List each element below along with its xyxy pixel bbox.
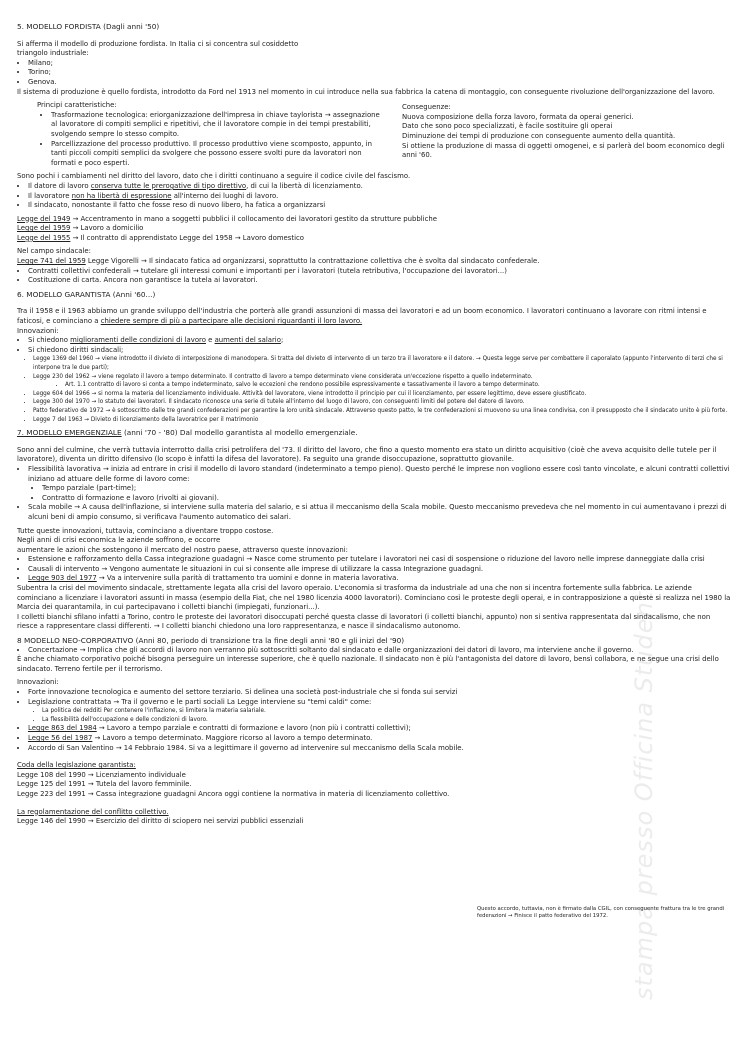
list-item: • Art. 1.1 contratto di lavoro si conta a tempo indeterminato, salvo le eccezioni che rendono possibile espressivamente e tassativamente il lavoro a tempo determinato. — [65, 381, 732, 390]
document — [17, 22, 732, 827]
s7-paragraph-2: Subentra la crisi del movimento sindacale, strettamente legata alla crisi del lavoro operaio. L'economia si trasforma da industriale ad una che non si incentra fortemente sulla fabbrica. Le aziende cominciano a licenziare i lavoratori assunti in massa (esempio della Fiat, che nel 1980 licenzia 4000 lavoratori). Cominciano così le proteste degli operai, e in contrapposizione a queste si realizza nel 1980 la Marcia dei quarantamila, in cui partecipavano i colletti bianchi (impiegati, funzionari...). — [17, 584, 731, 612]
list-item: • Parcellizzazione del processo produttivo. Il processo produttivo viene scomposto, appunto, in tanti piccoli compiti semplici da svolgere che possono essere svolti pure da lavoratori non formati e poco esperti. — [51, 140, 382, 169]
list-item: • Accordo di San Valentino → 14 Febbraio 1984. Si va a legittimare il governo ad intervenire sul meccanismo della Scala mobile. — [28, 744, 732, 754]
watermark: stampa presso Officina Studenti — [630, 583, 658, 1000]
s7-flex-sub — [28, 484, 732, 503]
list-item: • Legge 56 del 1987 → Lavoro a tempo determinato. Maggiore ricorso al lavoro a tempo determinato. — [28, 734, 732, 744]
coda-title: Coda della legislazione garantista: — [17, 761, 136, 770]
list-item: • Contratti collettivi confederali → tutelare gli interessi comuni e importanti per i lavoratori (tutela retributiva, l'occupazione dei lavoratori...) — [28, 267, 732, 277]
s6-asks — [17, 336, 732, 355]
list-item: • Contratto di formazione e lavoro (rivolti ai giovani). — [42, 494, 732, 504]
consequence-line: Nuova composizione della forza lavoro, formata da operai generici. — [402, 112, 634, 121]
list-item: • Scala mobile → A causa dell'inflazione, si interviene sulla materia del salario, e si attua il meccanismo della Scala mobile. Questo meccanismo prevedeva che nel momento in cui aumentavano i prezzi di alcuni beni di ampio consumo, si verificava l'aumento automatico dei salari. — [28, 503, 732, 522]
union-title: Nel campo sindacale: — [17, 247, 91, 256]
list-item: • La politica dei redditi Per contenere l'inflazione, si limitera la materia salariale. — [42, 707, 732, 716]
side-note: Questo accordo, tuttavia, non è firmato dalla CGIL, con conseguente frattura tra le tre grandi federazioni → Finisce il patto federativo del 1972. — [477, 906, 725, 920]
s8-innov-sub — [28, 707, 732, 724]
coda-line: Legge 223 del 1991 → Cassa integrazione guadagni Ancora oggi contiene la normativa in materia di licenziamento collettivo. — [17, 789, 450, 798]
union-law: Legge 741 del 1959 Legge Vigorelli → Il sindacato fatica ad organizzarsi, soprattutto la contrattazione collettiva che è svolta dal sindacato confederale. — [17, 257, 540, 266]
list-item: • Genova. — [28, 78, 732, 88]
s6-innovations-title: Innovazioni: — [17, 326, 59, 335]
list-item: • Si chiedono diritti sindacali; — [28, 346, 732, 356]
list-item: • Milano; — [28, 59, 732, 69]
list-item: • Forte innovazione tecnologica e aumento del settore terziario. Si delinea una società post-industriale che si fonda sui servizi — [28, 688, 732, 698]
conflict-title: La regolamentazione del conflitto collettivo. — [17, 807, 169, 816]
section-7-title: 7. MODELLO EMERGENZIALE (anni '70 - '80) Dal modello garantista al modello emergenziale. — [17, 428, 358, 438]
list-item: • Legge 7 del 1963 → Divieto di licenziamento della lavoratrice per il matrimonio — [33, 416, 732, 425]
principles-block — [17, 101, 382, 168]
consequence-line: Diminuzione dei tempi di produzione con conseguente aumento della quantità. — [402, 131, 676, 140]
list-item: • Si chiedono miglioramenti delle condizioni di lavoro e aumenti del salario; — [28, 336, 732, 346]
s5-columns — [17, 101, 732, 168]
list-item: • Legge 300 del 1970 → lo statuto dei lavoratori. Il sindacato riconosce una serie di tutele all'interno del luogo di lavoro, con conseguenti limiti del potere del datore di lavoro. — [33, 398, 732, 407]
list-item: • Estensione e rafforzamento della Cassa integrazione guadagni → Nasce come strumento per tutelare i lavoratori nei casi di sospensione o riduzione del lavoro nelle imprese danneggiate dalla crisi — [28, 555, 732, 565]
s6-paragraph: Tra il 1958 e il 1963 abbiamo un grande sviluppo dell'industria che porterà alle grandi assunzioni di massa dei lavoratori e ad un boom economico. I lavoratori continuano a lavorare con ritmi intensi e faticosi, e cominciano a chiedere sempre di più a partecipare alle decisioni riguardanti il loro lavoro. — [17, 307, 707, 326]
union-list — [17, 267, 732, 286]
s7-costly: Tutte queste innovazioni, tuttavia, cominciano a diventare troppo costose. — [17, 526, 274, 535]
list-item: • Costituzione di carta. Ancora non garantisce la tutela ai lavoratori. — [28, 276, 732, 286]
list-item: • Legge 230 del 1962 → viene regolato il lavoro a tempo determinato. Il contratto di lavoro a tempo determinato viene considerata un'eccezione rispetto a quello indeterminato. — [33, 373, 732, 382]
consequence-line: Si ottiene la produzione di massa di oggetti omogenei, e si parlerà del boom economico degli anni '60. — [402, 141, 725, 160]
list-item: • Il datore di lavoro conserva tutte le prerogative di tipo direttivo, di cui la libertà di licenziamento. — [28, 182, 732, 192]
s8-innovations-title: Innovazioni: — [17, 678, 59, 687]
section-8-title: 8 MODELLO NEO-CORPORATIVO (Anni 80, periodo di transizione tra la fine degli anni '80 e gli inizi del '90) — [17, 636, 405, 646]
section-5-title: 5. MODELLO FORDISTA (Dagli anni '50) — [17, 22, 160, 31]
list-item: • Torino; — [28, 68, 732, 78]
s6-laws-2 — [17, 390, 732, 424]
principles-title: Principi caratteristiche: — [37, 101, 117, 110]
principles-list — [37, 111, 382, 169]
s8-conc — [17, 646, 732, 656]
list-item: • Concertazione → Implica che gli accordi di lavoro non verranno più sottoscritti soltanto dal sindacato e dalle organizzazioni dei datori di lavoro, ma interviene anche il governo. — [28, 646, 732, 656]
coda-line: Legge 125 del 1991 → Tutela del lavoro femminile. — [17, 780, 192, 789]
coda-line: Legge 108 del 1990 → Licenziamento individuale — [17, 770, 186, 779]
s7-list — [17, 465, 732, 523]
law-line: Legge del 1949 → Accentramento in mano a soggetti pubblici il collocamento dei lavoratori gestito da strutture pubbliche — [17, 214, 437, 223]
law-line: Legge del 1959 → Lavoro a domicilio — [17, 224, 144, 233]
list-item: • Legislazione contrattata → Tra il governo e le parti sociali La Legge interviene su "temi caldi" come: • La politica dei redditi Per contenere l'inflazione, si limitera la materia salariale. • La flessibilità dell'occupazione e delle condizioni di lavoro. — [28, 698, 732, 725]
list-item: • Flessibilità lavorativa → inizia ad entrare in crisi il modello di lavoro standard (indeterminato a tempo pieno). Questo perché le imprese non vogliono essere così tanto vincolate, e alcuni contratti collettivi iniziano ad attuare delle forme di lavoro come: • Tempo parziale (part-time); • Contratto di formazione e lavoro (rivolti ai giovani). — [28, 465, 732, 503]
list-item: • La flessibilità dell'occupazione e delle condizioni di lavoro. — [42, 716, 732, 725]
list-item: • Trasformazione tecnologica: eriorganizzazione dell'impresa in chiave taylorista → assegnazione al lavoratore di compiti semplici e ripetitivi, che il lavoratore compie in dei tempi prestabiliti, svolgendo sempre lo stesso compito. — [51, 111, 382, 140]
s7-paragraph-1: Sono anni del culmine, che verrà tuttavia interrotto dalla crisi petrolifera del '73. Il diritto del lavoro, che fino a questo momento era stato un diritto acquisitivo (cioè che aveva acquisito delle tutele per il lavoratore), diventa un diritto difensivo (lo scopo è infatti la difesa del lavoratore). Fa seguito una grande disoccupazione, soprattutto giovanile. — [17, 445, 717, 464]
list-item: • Causali di intervento → Vengono aumentate le situazioni in cui si consente alle imprese di utilizzare la cassa Integrazione guadagni. — [28, 565, 732, 575]
s5-intro-2: triangolo industriale: — [17, 49, 89, 58]
s7-crisis-2: aumentare le azioni che sostengono il mercato del nostro paese, attraverso queste innovazioni: — [17, 545, 348, 554]
cities-list — [17, 59, 732, 88]
rights-list — [17, 182, 732, 211]
list-item: • Legge 903 del 1977 → Va a intervenire sulla parità di trattamento tra uomini e donne in materia lavorativa. — [28, 574, 732, 584]
s8-paragraph: È anche chiamato corporativo poiché bisogna perseguire un interesse superiore, che è quello nazionale. Il sindacato non è più l'antagonista del datore di lavoro, bensì collabora, e ne segue una crisi dello sindacato. Terreno fertile per il terrorismo. — [17, 655, 719, 673]
law-line: Legge del 1955 → Il contratto di apprendistato Legge del 1958 → Lavoro domestico — [17, 233, 305, 242]
consequence-line: Dato che sono poco specializzati, è facile sostituire gli operai — [402, 122, 613, 131]
conflict-law: Legge 146 del 1990 → Esercizio del diritto di sciopero nei servizi pubblici essenziali — [17, 817, 304, 826]
list-item: • Tempo parziale (part-time); — [42, 484, 732, 494]
s6-art — [17, 381, 732, 390]
consequences-title: Conseguenze: — [402, 103, 451, 112]
s5-paragraph: Il sistema di produzione è quello fordista, introdotto da Ford nel 1913 nel momento in cui introduce nella sua fabbrica la catena di montaggio, con conseguente rivoluzione dell'organizzazione del lavoro. — [17, 87, 715, 96]
list-item: • Il lavoratore non ha libertà di espressione all'interno dei luoghi di lavoro. — [28, 192, 732, 202]
list-item: • Legge 604 del 1966 → si norma la materia del licenziamento individuale. Attività del lavoratore, viene introdotto il principio per cui il licenziamento, per essere legittimo, deve essere giustificato. — [33, 390, 732, 399]
rights-intro: Sono pochi i cambiamenti nel diritto del lavoro, dato che i diritti continuano a seguire il codice civile del fascismo. — [17, 172, 411, 181]
list-item: • Patto federativo de 1972 → è sottoscritto dalle tre grandi confederazioni per garantire la loro unità sindacale. Attraverso questo patto, le tre confederazioni si muovono su una linea condivisa, con il presupposto che il sindacato unito è più forte. — [33, 407, 732, 416]
list-item: • Legge 1369 del 1960 → viene introdotto il divieto di interposizione di manodopera. Si tratta del divieto di intervento di un terzo tra il lavoratore e il datore. → Questa legge serve per combattere il caporalato (appunto l'intervento di terzi che si interpone tra le due parti); — [33, 355, 732, 372]
s7-paragraph-3: I colletti bianchi sfilano infatti a Torino, contro le proteste dei lavoratori disoccupati perché questa classe di lavoratori (i colletti bianchi, appunto) non si sentiva rappresentata dal sindacalismo, che non riesce a rappresentare classi differenti. → I colletti bianchi chiedono una loro rappresentanza, e nasce il sindacalismo autonomo. — [17, 612, 711, 631]
consequences-block — [402, 101, 732, 168]
s7-crisis-1: Negli anni di crisi economica le aziende soffrono, e occorre — [17, 536, 221, 545]
list-item: • Il sindacato, nonostante il fatto che fosse reso di nuovo libero, ha fatica a organizzarsi — [28, 201, 732, 211]
section-6-title: 6. MODELLO GARANTISTA (Anni '60...) — [17, 289, 156, 299]
s6-laws — [17, 355, 732, 381]
s8-innovations — [17, 688, 732, 753]
s7-items — [17, 555, 732, 584]
list-item: • Legge 863 del 1984 → Lavoro a tempo parziale e contratti di formazione e lavoro (non più i contratti collettivi); — [28, 724, 732, 734]
s5-intro-1: Si afferma il modello di produzione fordista. In Italia ci si concentra sul cosiddetto — [17, 39, 299, 48]
